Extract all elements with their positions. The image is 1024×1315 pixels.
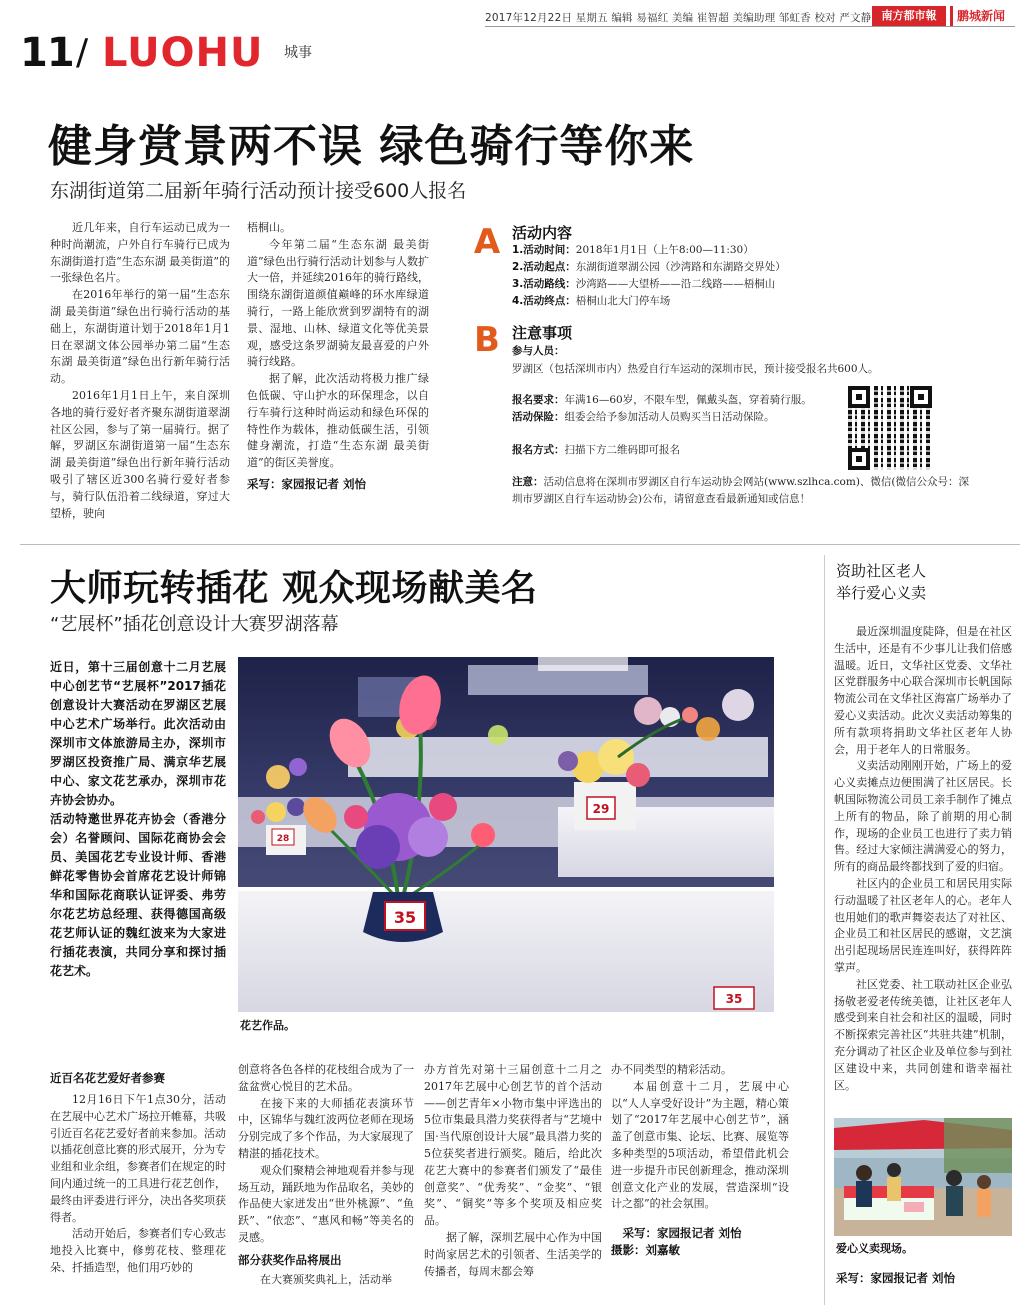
- photo-credit: 摄影：刘嘉敏: [611, 1242, 680, 1257]
- article2-column-d: [611, 1062, 789, 1259]
- section-divider: [20, 544, 1020, 545]
- article2-subhead: “艺展杯”插花创意设计大赛罗湖落幕: [50, 614, 339, 635]
- notice-line-2: 圳市罗湖区自行车运动协会)公布，请留意查看最新通知或信息！: [512, 493, 811, 505]
- charity-sale-photo: [834, 1118, 1012, 1236]
- infobox-b-title: 注意事项: [512, 324, 573, 342]
- qr-code-icon[interactable]: [848, 386, 932, 470]
- list-item: 2.活动起点：东湖街道翠湖公园（沙湾路和东湖路交界处）: [512, 261, 786, 273]
- paragraph: 创意将各色各样的花枝组合成为了一盆盆赏心悦目的艺术品。: [238, 1063, 414, 1093]
- article2-subheading-1: 近百名花艺爱好者参赛: [50, 1071, 165, 1085]
- paragraph: 办方首先对第十三届创意十二月之2017年艺展中心创艺节的首个活动——创艺青年×小物市集中评选出的5位市集最具潜力奖获得者与“艺境中国·当代原创设计大展”最具潜力奖的5位获奖者进行颁奖。随后，给此次花艺大赛中的参赛者们颁发了“最佳创意奖”、“优秀奖”、“金奖”、“银奖”、“铜奖”等多个奖项及相应奖品。: [424, 1063, 602, 1228]
- participants-label: 参与人员：: [512, 345, 565, 357]
- list-item: 4.活动终点：梧桐山北大门停车场: [512, 295, 671, 307]
- top-rule: [485, 26, 1015, 27]
- article1-column-1: [50, 220, 230, 522]
- supplement-brand: 鹏城新闻: [950, 6, 1012, 26]
- newspaper-brand: 南方都市報: [872, 6, 946, 26]
- flower-scene-image: [238, 657, 774, 1012]
- charity-scene-image: [834, 1118, 1012, 1236]
- paragraph: 观众们聚精会神地观看并参与现场互动，踊跃地为作品取名，美妙的作品使大家迸发出“世外桃源”、“鱼跃”、“依恋”、“惠风和畅”等美名的灵感。: [238, 1163, 414, 1244]
- article1-headline: 健身赏景两不误 绿色骑行等你来: [48, 121, 695, 172]
- activity-list: [512, 242, 786, 310]
- paragraph: 办不同类型的精彩活动。: [611, 1063, 732, 1076]
- list-item: 1.活动时间：2018年1月1日（上午8:00—11:30）: [512, 244, 754, 256]
- article2-column-b: [238, 1062, 414, 1288]
- byline: 采写：家园报记者 刘怡: [622, 1226, 742, 1241]
- paragraph: 最近深圳温度陡降，但是在社区生活中，还是有不少事儿让我们倍感温暖。近日，文华社区党委、文华社区党群服务中心联合深圳市长帆国际物流公司在文华社区海富广场举办了爱心义卖活动。此次义卖活动筹集的所有款项将捐助文华社区老年人协会，用于老年人的日常服务。: [834, 625, 1012, 756]
- photo-caption: 花艺作品。: [240, 1019, 295, 1032]
- section-badge-a: A: [473, 222, 501, 262]
- insurance: 活动保险：组委会给予参加活动人员购买当日活动保险。: [512, 411, 775, 423]
- section-subtitle: 城事: [284, 45, 312, 61]
- paragraph: 社区党委、社工联动社区企业弘扬敬老爱老传统美德，让社区老年人感受到来自社会和社区的温暖，同时不断探索完善社区“共驻共建”机制，充分调动了社区企业及单位参与到社区建设中来，共同创建和谐幸福社区。: [834, 977, 1012, 1092]
- paragraph: 近几年来，自行车运动已成为一种时尚潮流，户外自行车骑行已成为东湖街道打造“生态东湖 最美街道”的一张绿色名片。: [50, 221, 230, 285]
- paragraph: 据了解，深圳艺展中心作为中国时尚家居艺术的引领者、生活美学的传播者，每周末都会筹: [424, 1230, 602, 1278]
- sidebar-byline: 采写：家园报记者 刘怡: [836, 1271, 956, 1285]
- participants-value: 罗湖区（包括深圳市内）热爱自行车运动的深圳市民，预计接受报名共600人。: [512, 363, 879, 375]
- paragraph: 义卖活动刚刚开始，广场上的爱心义卖摊点边便围满了社区居民。长帆国际物流公司员工亲手制作了摊点上所有的物品，除了前期的用心制作，现场的企业员工也进行了卖力销售。经过大家倾注满满爱心的努力，所有的商品最终都找到了爱的归宿。: [834, 759, 1012, 874]
- byline: 采写：家园报记者 刘怡: [247, 476, 367, 491]
- paragraph: 近日，第十三届创意十二月艺展中心创艺节“艺展杯”2017插花创意设计大赛活动在罗湖区艺展中心艺术广场举行。此次活动由深圳市文体旅游局主办，深圳市罗湖区投资推广局、满京华艺展中心、家文花艺承办，深圳市花卉协会协办。: [50, 660, 226, 807]
- infobox-a-title: 活动内容: [512, 224, 573, 242]
- paragraph: 今年第二届“生态东湖 最美街道”绿色出行骑行活动计划参与人数扩大一倍，并延续2016年的骑行路线，围绕东湖街道颜值巅峰的环水库绿道骑行，一路上能欣赏到罗湖特有的湖景、湿地、山林、绿道文化等优美景观，感受这条罗湖骑友最喜爱的户外骑行线路。: [247, 237, 429, 369]
- paragraph: 活动开始后，参赛者们专心致志地投入比赛中，修剪花枝、整理花朵、扦插造型，他们用巧妙的: [50, 1227, 226, 1274]
- table-card-number: 35: [725, 992, 743, 1006]
- list-item: 3.活动路线：沙湾路——大望桥——沿二线路——梧桐山: [512, 278, 776, 290]
- signup-method: 报名方式：扫描下方二维码即可报名: [512, 444, 680, 456]
- article2-column-c: [424, 1062, 602, 1280]
- paragraph: 梧桐山。: [247, 221, 291, 234]
- sidebar-title-line-1: 资助社区老人: [836, 562, 927, 580]
- section-name: LUOHU: [102, 30, 264, 76]
- flower-arrangement-photo: [238, 657, 774, 1012]
- article2-subheading-2: 部分获奖作品将展出: [238, 1252, 342, 1267]
- issue-meta: 2017年12月22日 星期五 编辑 易福红 美编 崔智超 美编助理 邹虹香 校对 严文静: [485, 12, 872, 24]
- paragraph: 活动特邀世界花卉协会（香港分会）名誉顾问、国际花商协会会员、美国花艺专业设计师、香港鲜花零售协会首席花艺设计师锦华和国际花商联认证评委、弗劳尔花艺坊总经理、获得德国高级花艺师认证的魏红波来为大家进行插花表演，共同分享和探讨插花艺术。: [50, 812, 226, 978]
- page-number: 11: [20, 30, 74, 76]
- paragraph: 12月16日下午1点30分，活动在艺展中心艺术广场拉开帷幕，共吸引近百名花艺爱好者前来参加。活动以插花创意比赛的形式展开，分为专业组和业余组，参赛者们在规定的时间内通过统一的工具进行花艺创作，最终由评委进行评分，决出各奖项获得者。: [50, 1093, 226, 1224]
- vase-number-label: 28: [276, 834, 290, 844]
- vase-number-label: 35: [393, 908, 417, 927]
- sidebar-title-line-2: 举行爱心义卖: [836, 584, 927, 602]
- article2-column-a: [50, 1092, 226, 1277]
- requirements: 报名要求：年满16—60岁，不限车型，佩戴头盔，穿着骑行服。: [512, 394, 812, 406]
- sidebar-body: [834, 624, 1012, 1094]
- article1-subhead: 东湖街道第二届新年骑行活动预计接受600人报名: [50, 180, 467, 202]
- sidebar-rule: [824, 555, 825, 1305]
- article1-column-2: [247, 220, 429, 493]
- notice-line-1: 注意：活动信息将在深圳市罗湖区自行车运动协会网站(www.szlhca.com)、微信(微信公众号：深: [512, 476, 970, 488]
- sidebar-photo-caption: 爱心义卖现场。: [836, 1242, 913, 1255]
- paragraph: 本届创意十二月，艺展中心以“人人享受好设计”为主题，精心策划了“2017年艺展中心创艺节”，涵盖了创意市集、论坛、比赛、展览等多种类型的5项活动，希望借此机会进一步提升市民创新理念，推动深圳创意文化产业的发展，营造深圳“设计之都”的社会氛围。: [611, 1079, 789, 1211]
- paragraph: 在大赛颁奖典礼上，活动举: [260, 1272, 392, 1286]
- divider-slash: /: [76, 32, 89, 73]
- article2-lead: [50, 658, 226, 981]
- paragraph: 社区内的企业员工和居民用实际行动温暖了社区老年人的心。老年人也用她们的歌声舞姿表达了对社区、企业员工和社区居民的感谢，文艺演出引起现场居民连连叫好，获得阵阵掌声。: [834, 876, 1012, 974]
- paragraph: 在2016年举行的第一届“生态东湖 最美街道”绿色出行骑行活动的基础上，东湖街道计划于2018年1月1日在翠湖文体公园举办第二届“生态东湖 最美街道”绿色出行新年骑行活动。: [50, 288, 230, 386]
- section-badge-b: B: [474, 320, 500, 360]
- article2-headline: 大师玩转插花 观众现场献美名: [50, 568, 538, 609]
- paragraph: 据了解，此次活动将极力推广绿色低碳、守山护水的环保理念，以自行车骑行这种时尚运动和绿色环保的特性作为载体，推动低碳生活，引领健身潮流，打造“生态东湖 最美街道”的街区美誉度。: [247, 372, 429, 470]
- paragraph: 在接下来的大师插花表演环节中，区锦华与魏红波两位老师在现场分别完成了多个作品，为大家展现了精湛的插花技术。: [238, 1096, 414, 1160]
- paragraph: 2016年1月1日上午，来自深圳各地的骑行爱好者齐聚东湖街道翠湖社区公园，参与了第一届骑行。据了解，罗湖区东湖街道第一届“生态东湖 最美街道”绿色出行新年骑行活动吸引了辖区近300名骑行爱好者参与，骑行队伍沿着二线绿道，穿过大望桥，驶向: [50, 388, 230, 520]
- vase-number-label: 29: [592, 802, 610, 816]
